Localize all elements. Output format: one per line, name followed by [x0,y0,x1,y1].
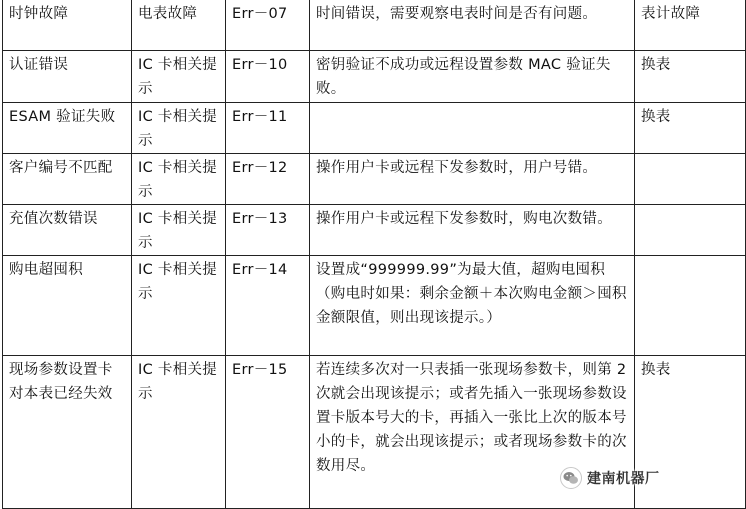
fault-name-cell: 客户编号不匹配 [3,153,132,204]
table-row [3,153,746,204]
fault-name-cell: 时钟故障 [3,0,132,50]
fault-category-cell: IC 卡相关提示 [132,102,226,153]
fault-name-cell: ESAM 验证失败 [3,102,132,153]
table-row [3,0,746,50]
description-cell: 操作用户卡或远程下发参数时，购电次数错。 [310,204,635,255]
error-code-cell: Err－15 [226,355,310,508]
table-row [3,204,746,255]
description-cell: 时间错误，需要观察电表时间是否有问题。 [310,0,635,50]
watermark-text: 建南机器厂 [587,471,660,487]
action-cell [635,255,746,355]
fault-category-cell: IC 卡相关提示 [132,50,226,102]
error-code-cell: Err－07 [226,0,310,50]
action-cell [635,204,746,255]
description-cell: 操作用户卡或远程下发参数时，用户号错。 [310,153,635,204]
action-cell: 换表 [635,102,746,153]
wechat-logo-icon [560,467,582,489]
fault-name-cell: 认证错误 [3,50,132,102]
fault-name-cell: 购电超囤积 [3,255,132,355]
fault-category-cell: IC 卡相关提示 [132,204,226,255]
error-code-cell: Err－12 [226,153,310,204]
fault-code-table [2,0,746,509]
description-cell [310,102,635,153]
description-cell: 设置成“999999.99”为最大值，超购电囤积（购电时如果：剩余金额＋本次购电金额＞囤积金额限值，则出现该提示。） [310,255,635,355]
action-cell: 换表 [635,50,746,102]
action-cell: 换表 [635,355,746,508]
fault-category-cell: IC 卡相关提示 [132,153,226,204]
table-row [3,255,746,355]
fault-name-cell: 现场参数设置卡对本表已经失效 [3,355,132,508]
action-cell: 表计故障 [635,0,746,50]
watermark [560,467,660,489]
fault-name-cell: 充值次数错误 [3,204,132,255]
description-cell: 若连续多次对一只表插一张现场参数卡，则第 2 次就会出现该提示；或者先插入一张现场参数设置卡版本号大的卡，再插入一张比上次的版本号小的卡，就会出现该提示；或者现场参数卡的次数用尽。 [310,355,635,508]
error-code-cell: Err－11 [226,102,310,153]
error-code-cell: Err－10 [226,50,310,102]
table-row [3,50,746,102]
table-row [3,102,746,153]
fault-category-cell: 电表故障 [132,0,226,50]
action-cell [635,153,746,204]
error-code-cell: Err－13 [226,204,310,255]
error-code-cell: Err－14 [226,255,310,355]
fault-category-cell: IC 卡相关提示 [132,355,226,508]
fault-category-cell: IC 卡相关提示 [132,255,226,355]
description-cell: 密钥验证不成功或远程设置参数 MAC 验证失败。 [310,50,635,102]
